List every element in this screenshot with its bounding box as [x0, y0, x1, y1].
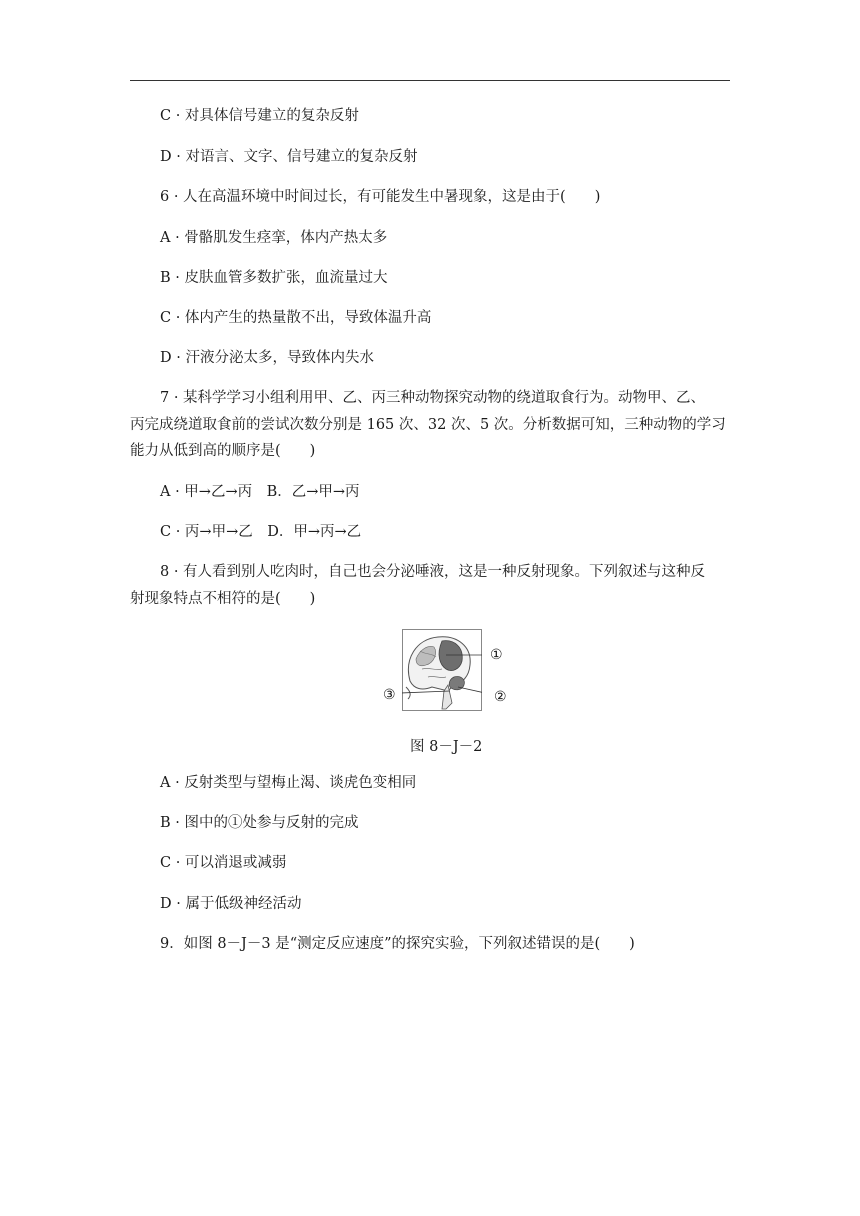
figure-label-2: ② [494, 689, 507, 705]
q8-option-b: B · 图中的①处参与反射的完成 [160, 815, 359, 831]
q7-stem-line1: 7 · 某科学学习小组利用甲、乙、丙三种动物探究动物的绕道取食行为。动物甲、乙、 [160, 390, 706, 406]
header-rule [130, 80, 730, 81]
q6-option-b: B · 皮肤血管多数扩张，血流量过大 [160, 270, 388, 286]
q8-option-c: C · 可以消退或减弱 [160, 855, 287, 871]
q6-stem: 6 · 人在高温环境中时间过长，有可能发生中暑现象，这是由于( ) [160, 189, 601, 205]
figure-label-3: ③ [383, 687, 396, 703]
q7-stem-line2: 丙完成绕道取食前的尝试次数分别是 165 次、32 次、5 次。分析数据可知，三种动物的学习 [130, 417, 726, 433]
q9-stem: 9．如图 8－J－3 是“测定反应速度”的探究实验，下列叙述错误的是( ) [160, 936, 635, 952]
q7-options-cd: C · 丙→甲→乙 D．甲→丙→乙 [160, 524, 362, 540]
figure-label-1: ① [490, 647, 503, 663]
q6-option-a: A · 骨骼肌发生痉挛，体内产热太多 [160, 230, 388, 246]
q6-option-d: D · 汗液分泌太多，导致体内失水 [160, 350, 374, 366]
q7-options-ab: A · 甲→乙→丙 B．乙→甲→丙 [160, 484, 360, 500]
brain-figure [402, 629, 482, 711]
q8-stem-line1: 8 · 有人看到别人吃肉时，自己也会分泌唾液，这是一种反射现象。下列叙述与这种反 [160, 564, 706, 580]
q8-option-d: D · 属于低级神经活动 [160, 896, 302, 912]
figure-caption: 图 8－J－2 [410, 739, 483, 755]
q7-stem-line3: 能力从低到高的顺序是( ) [130, 443, 316, 459]
q8-stem-line2: 射现象特点不相符的是( ) [130, 591, 316, 607]
q8-option-a: A · 反射类型与望梅止渴、谈虎色变相同 [160, 775, 417, 791]
q6-option-c: C · 体内产生的热量散不出，导致体温升高 [160, 310, 432, 326]
q5-option-d: D · 对语言、文字、信号建立的复杂反射 [160, 149, 418, 165]
q5-option-c: C · 对具体信号建立的复杂反射 [160, 108, 359, 124]
